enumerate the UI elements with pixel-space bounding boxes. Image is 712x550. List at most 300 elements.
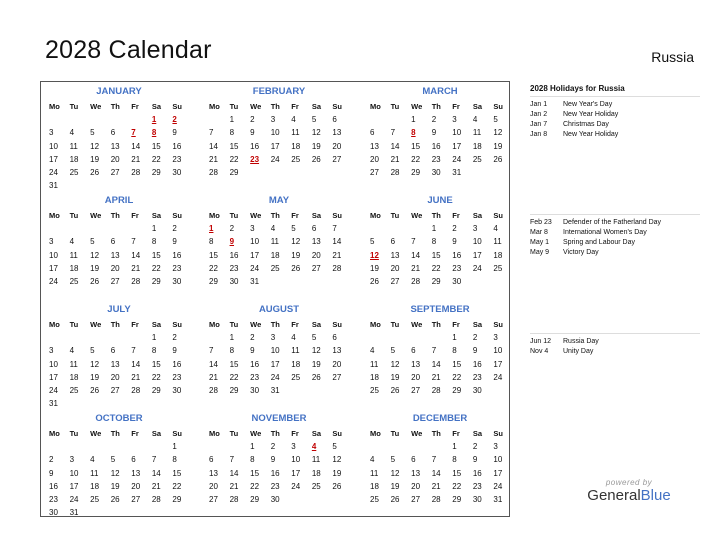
empty-cell: [68, 331, 89, 344]
day-cell: 25: [69, 386, 79, 396]
weekday-label: Sa: [311, 211, 322, 220]
empty-cell: [228, 440, 249, 453]
weekday-label: Tu: [69, 320, 79, 329]
weekday-label: We: [250, 320, 262, 329]
empty-cell: [368, 331, 389, 344]
day-cell: 21: [390, 154, 400, 164]
day-cell: 19: [90, 372, 100, 382]
empty-cell: [47, 222, 68, 235]
weekday-label: Su: [332, 429, 343, 438]
weekday-label: Th: [270, 320, 280, 329]
day-cell: 9: [250, 128, 255, 138]
day-cell: 13: [110, 250, 120, 260]
day-cell: 19: [90, 154, 100, 164]
day-cell: 28: [131, 168, 141, 178]
weekday-header: [47, 209, 191, 222]
day-cell: 22: [151, 372, 161, 382]
weekday-label: Su: [493, 102, 504, 111]
holiday-date: May 9: [530, 249, 550, 256]
weekday-label: Th: [110, 429, 120, 438]
day-cell: 24: [49, 168, 58, 178]
day-cell: 17: [452, 141, 462, 151]
empty-cell: [68, 222, 89, 235]
empty-cell: [129, 113, 150, 126]
day-cell: 25: [311, 481, 321, 491]
day-cell: 14: [131, 141, 141, 151]
day-cell: 12: [291, 237, 301, 247]
month-april: [47, 195, 191, 288]
day-cell: 12: [90, 250, 100, 260]
weekday-header: [47, 318, 191, 331]
day-cell: 9: [172, 346, 177, 356]
day-cell: 8: [452, 455, 457, 465]
day-cell: 22: [151, 263, 161, 273]
day-cell: 20: [370, 154, 379, 164]
weekday-label: Mo: [209, 429, 220, 438]
day-cell: 10: [493, 455, 503, 465]
day-cell: 26: [493, 154, 503, 164]
day-cell: 3: [49, 128, 54, 138]
day-cell: 14: [209, 359, 218, 369]
day-cell: 29: [229, 168, 239, 178]
holiday-row: [530, 218, 700, 228]
day-cell: 26: [90, 277, 100, 287]
weekday-label: We: [411, 211, 423, 220]
holiday-name: Spring and Labour Day: [563, 239, 635, 246]
holiday-date: Nov 4: [530, 348, 549, 355]
day-cell: 3: [493, 442, 498, 451]
day-cell: 31: [493, 495, 503, 505]
day-cell: 5: [90, 128, 95, 138]
day-cell: 8: [250, 455, 255, 465]
day-cell: 8: [172, 455, 177, 465]
day-cell: 15: [151, 141, 161, 151]
day-cell: 24: [270, 154, 280, 164]
day-cell: 13: [311, 237, 321, 247]
day-cell: 31: [250, 277, 260, 287]
month-november: [207, 413, 351, 506]
weekday-label: Su: [493, 429, 504, 438]
day-cell: 26: [370, 277, 379, 287]
day-cell: 13: [131, 468, 141, 478]
day-cell: 13: [332, 128, 342, 138]
day-grid: [207, 331, 351, 397]
day-cell: 10: [49, 250, 58, 260]
day-cell: 23: [172, 263, 182, 273]
day-cell: 29: [151, 277, 161, 287]
day-cell: 22: [431, 263, 441, 273]
day-grid: [47, 222, 191, 288]
empty-cell: [109, 222, 130, 235]
month-december: [368, 413, 512, 506]
day-cell: 12: [332, 455, 342, 465]
day-cell: 17: [472, 250, 482, 260]
day-cell: 17: [49, 263, 58, 273]
day-cell: 11: [493, 237, 502, 247]
day-cell: 29: [411, 168, 421, 178]
day-cell: 11: [291, 346, 300, 356]
weekday-label: Fr: [291, 102, 299, 111]
day-cell: 8: [229, 128, 235, 138]
weekday-label: Sa: [151, 102, 162, 111]
day-cell: 22: [250, 481, 260, 491]
day-cell: 10: [472, 237, 482, 247]
day-cell: 19: [390, 372, 400, 382]
empty-cell: [389, 440, 410, 453]
day-cell: 22: [229, 372, 239, 382]
day-cell: 11: [472, 128, 482, 138]
day-cell: 30: [270, 495, 280, 505]
day-grid: [207, 113, 351, 179]
day-cell: 8: [229, 346, 235, 356]
day-cell: 19: [311, 141, 321, 151]
holiday-separator: [530, 333, 700, 334]
day-cell: 29: [452, 495, 462, 505]
day-cell: 14: [390, 141, 400, 151]
day-cell: 3: [49, 346, 54, 356]
weekday-label: Tu: [229, 211, 239, 220]
day-cell: 22: [452, 372, 462, 382]
weekday-label: Fr: [291, 429, 299, 438]
day-cell: 11: [69, 359, 78, 369]
day-grid: [207, 440, 351, 506]
empty-cell: [109, 440, 130, 453]
day-cell: 9: [172, 128, 177, 138]
empty-cell: [409, 440, 430, 453]
empty-cell: [88, 440, 109, 453]
month-january: [47, 86, 191, 193]
day-cell: 9: [452, 237, 457, 247]
day-cell: 18: [311, 468, 321, 478]
brand-general: General: [587, 487, 641, 504]
day-cell: 17: [493, 468, 503, 478]
day-cell: 1: [452, 442, 457, 451]
empty-cell: [430, 331, 451, 344]
day-cell: 16: [270, 468, 280, 478]
day-cell: 24: [270, 372, 280, 382]
day-cell: 9: [172, 237, 177, 247]
day-cell: 31: [49, 181, 58, 191]
day-cell: 14: [131, 359, 141, 369]
day-cell: 27: [110, 386, 120, 396]
day-cell: 30: [431, 168, 441, 178]
empty-cell: [150, 440, 171, 453]
day-cell: 29: [452, 386, 462, 396]
day-cell: 27: [332, 372, 342, 382]
day-cell: 19: [370, 263, 379, 273]
day-cell: 22: [229, 154, 239, 164]
day-cell: 28: [431, 495, 441, 505]
weekday-label: Su: [493, 211, 504, 220]
day-cell: 5: [390, 455, 396, 465]
empty-cell: [109, 113, 130, 126]
day-cell: 24: [493, 481, 503, 491]
weekday-label: Sa: [311, 429, 322, 438]
day-cell: 10: [270, 346, 280, 356]
day-cell: 4: [493, 224, 498, 233]
weekday-label: Tu: [390, 211, 400, 220]
weekday-label: Sa: [472, 320, 483, 329]
day-cell: 25: [370, 386, 379, 396]
weekday-label: Tu: [229, 102, 239, 111]
day-cell: 5: [311, 115, 317, 124]
day-cell: 11: [69, 141, 78, 151]
day-cell: 7: [411, 237, 416, 247]
holiday-day: 8: [411, 128, 416, 138]
empty-cell: [129, 222, 150, 235]
day-cell: 3: [270, 115, 276, 124]
empty-cell: [207, 331, 228, 344]
day-grid: [207, 222, 351, 288]
weekday-label: Th: [431, 211, 441, 220]
weekday-label: We: [250, 211, 262, 220]
weekday-label: Th: [110, 102, 120, 111]
day-cell: 15: [452, 359, 462, 369]
day-cell: 2: [172, 224, 177, 233]
weekday-header: [368, 100, 512, 113]
holiday-name: Christmas Day: [563, 121, 609, 128]
day-cell: 23: [270, 481, 280, 491]
day-cell: 12: [493, 128, 503, 138]
day-cell: 4: [370, 346, 375, 356]
holiday-day: 4: [311, 442, 317, 451]
holiday-name: Unity Day: [563, 348, 594, 355]
day-cell: 21: [229, 481, 239, 491]
weekday-label: Mo: [49, 102, 60, 111]
day-cell: 24: [250, 263, 260, 273]
weekday-label: We: [90, 429, 102, 438]
weekday-label: We: [411, 102, 423, 111]
day-cell: 18: [370, 481, 379, 491]
empty-cell: [409, 222, 430, 235]
empty-cell: [389, 331, 410, 344]
weekday-label: Mo: [49, 429, 60, 438]
day-cell: 14: [411, 250, 421, 260]
holiday-date: Jan 2: [530, 111, 548, 118]
weekday-label: Th: [431, 102, 441, 111]
day-cell: 31: [270, 386, 280, 396]
holiday-row: [530, 238, 700, 248]
day-cell: 15: [229, 141, 239, 151]
day-cell: 16: [472, 468, 482, 478]
day-cell: 20: [311, 250, 321, 260]
day-cell: 5: [370, 237, 375, 247]
day-grid: [368, 440, 512, 506]
weekday-label: We: [90, 320, 102, 329]
weekday-label: Su: [172, 102, 183, 111]
holiday-day: 1: [151, 115, 157, 124]
day-cell: 29: [151, 386, 161, 396]
empty-cell: [47, 113, 68, 126]
day-cell: 19: [390, 481, 400, 491]
day-cell: 13: [110, 141, 120, 151]
day-cell: 9: [472, 455, 478, 465]
day-cell: 21: [131, 154, 141, 164]
day-cell: 9: [270, 455, 276, 465]
day-cell: 25: [270, 263, 280, 273]
holiday-name: New Year's Day: [563, 101, 613, 108]
day-cell: 7: [390, 128, 396, 138]
day-cell: 5: [90, 346, 95, 356]
day-cell: 30: [172, 168, 182, 178]
day-cell: 21: [431, 372, 441, 382]
day-cell: 2: [472, 333, 478, 342]
day-cell: 23: [172, 154, 182, 164]
day-cell: 22: [151, 154, 161, 164]
day-cell: 2: [250, 115, 255, 124]
day-grid: [47, 331, 191, 411]
day-cell: 20: [209, 481, 218, 491]
day-cell: 1: [431, 224, 437, 233]
day-cell: 1: [229, 333, 235, 342]
day-grid: [368, 113, 512, 179]
holiday-date: Jun 12: [530, 338, 552, 345]
day-cell: 16: [472, 359, 482, 369]
day-cell: 26: [311, 154, 321, 164]
month-june: [368, 195, 512, 288]
weekday-label: Tu: [69, 211, 79, 220]
day-cell: 28: [209, 168, 218, 178]
empty-cell: [207, 440, 228, 453]
day-cell: 18: [69, 154, 79, 164]
day-cell: 21: [411, 263, 421, 273]
day-cell: 21: [332, 250, 342, 260]
day-cell: 26: [291, 263, 301, 273]
day-cell: 9: [49, 468, 54, 478]
day-cell: 7: [131, 237, 136, 247]
empty-cell: [389, 222, 410, 235]
holiday-day: 7: [131, 128, 136, 138]
day-cell: 24: [69, 495, 79, 505]
weekday-label: We: [90, 102, 102, 111]
day-cell: 4: [270, 224, 276, 233]
weekday-label: Th: [110, 211, 120, 220]
day-cell: 27: [370, 168, 379, 178]
empty-cell: [409, 331, 430, 344]
day-cell: 20: [411, 481, 421, 491]
month-may: [207, 195, 351, 288]
day-cell: 17: [493, 359, 503, 369]
weekday-label: We: [90, 211, 102, 220]
day-cell: 7: [209, 128, 214, 138]
day-cell: 17: [291, 468, 301, 478]
day-cell: 6: [411, 346, 416, 356]
day-cell: 6: [110, 237, 116, 247]
day-cell: 4: [291, 333, 296, 342]
day-cell: 31: [69, 508, 79, 518]
holiday-day: 8: [151, 128, 157, 138]
day-cell: 16: [172, 250, 182, 260]
day-cell: 3: [291, 442, 296, 451]
day-cell: 22: [209, 263, 218, 273]
day-cell: 1: [250, 442, 255, 451]
brand-logo: [584, 478, 674, 505]
day-cell: 16: [49, 481, 58, 491]
day-cell: 18: [270, 250, 280, 260]
powered-by-text: powered by: [605, 478, 653, 487]
day-cell: 1: [452, 333, 457, 342]
day-cell: 23: [472, 481, 482, 491]
calendar-grid: [40, 81, 510, 517]
weekday-label: Th: [110, 320, 120, 329]
day-cell: 24: [291, 481, 301, 491]
day-cell: 1: [411, 115, 416, 124]
holiday-name: Victory Day: [563, 249, 599, 256]
holiday-name: New Year Holiday: [563, 131, 619, 138]
day-cell: 31: [452, 168, 462, 178]
month-name: NOVEMBER: [251, 413, 307, 424]
day-cell: 5: [90, 237, 95, 247]
weekday-label: Tu: [229, 429, 239, 438]
day-cell: 9: [472, 346, 478, 356]
day-cell: 15: [172, 468, 182, 478]
day-cell: 27: [332, 154, 342, 164]
day-cell: 7: [151, 455, 157, 465]
day-cell: 3: [270, 333, 276, 342]
weekday-label: Mo: [370, 320, 381, 329]
day-cell: 24: [472, 263, 482, 273]
day-cell: 22: [172, 481, 182, 491]
day-cell: 14: [229, 468, 239, 478]
empty-cell: [109, 331, 130, 344]
day-cell: 29: [229, 386, 239, 396]
weekday-label: Su: [493, 320, 504, 329]
day-cell: 6: [311, 224, 317, 233]
month-march: [368, 86, 512, 179]
day-cell: 3: [49, 237, 54, 247]
day-cell: 26: [390, 386, 400, 396]
day-cell: 10: [49, 141, 58, 151]
holiday-row: [530, 248, 700, 258]
day-cell: 12: [311, 346, 321, 356]
day-cell: 23: [431, 154, 441, 164]
day-cell: 21: [151, 481, 161, 491]
holiday-row: [530, 110, 700, 120]
day-cell: 23: [229, 263, 239, 273]
weekday-label: Fr: [131, 429, 139, 438]
holiday-day: 23: [250, 154, 260, 164]
day-cell: 12: [311, 128, 321, 138]
day-cell: 6: [332, 115, 337, 124]
weekday-label: Sa: [472, 211, 483, 220]
day-cell: 29: [172, 495, 182, 505]
weekday-header: [207, 427, 351, 440]
day-cell: 15: [229, 359, 239, 369]
day-cell: 19: [90, 263, 100, 273]
day-cell: 10: [250, 237, 260, 247]
empty-cell: [68, 440, 89, 453]
day-cell: 19: [291, 250, 301, 260]
empty-cell: [207, 113, 228, 126]
weekday-label: Th: [431, 320, 441, 329]
day-cell: 11: [370, 468, 379, 478]
empty-cell: [88, 113, 109, 126]
day-cell: 19: [493, 141, 503, 151]
day-cell: 1: [151, 333, 157, 342]
day-cell: 28: [131, 277, 141, 287]
day-cell: 15: [151, 359, 161, 369]
day-cell: 2: [172, 333, 177, 342]
day-cell: 27: [411, 386, 421, 396]
weekday-label: Sa: [472, 429, 483, 438]
day-cell: 2: [431, 115, 437, 124]
day-cell: 16: [172, 141, 182, 151]
day-cell: 27: [110, 168, 120, 178]
day-cell: 28: [411, 277, 421, 287]
day-cell: 11: [270, 237, 280, 247]
day-cell: 6: [131, 455, 136, 465]
day-cell: 10: [49, 359, 58, 369]
